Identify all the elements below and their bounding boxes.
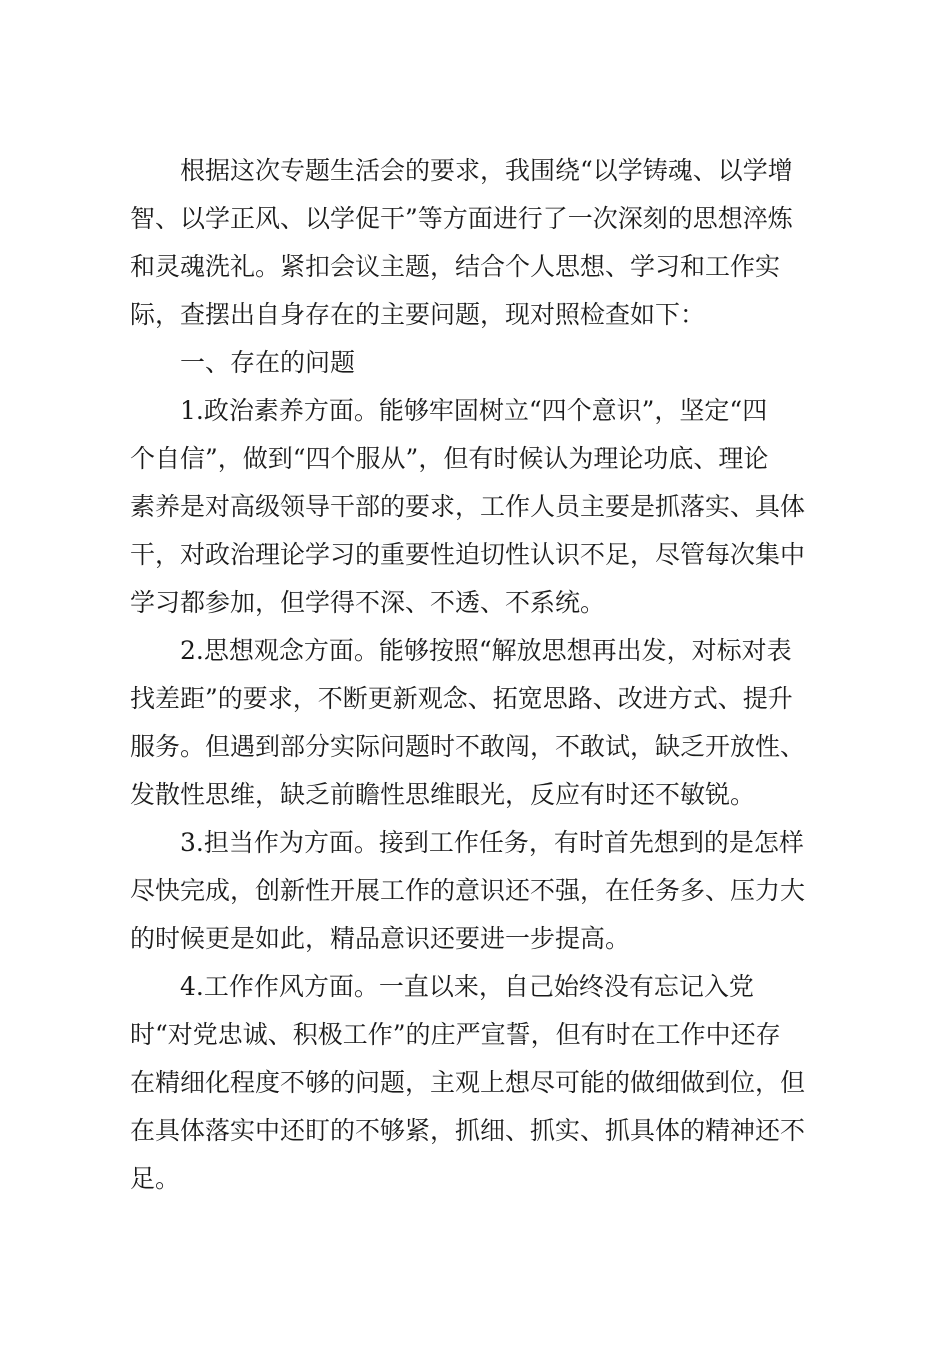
text-line: 尽快完成，创新性开展工作的意识还不强，在任务多、压力大 [130, 876, 806, 905]
text-line: 在具体落实中还盯的不够紧，抓细、抓实、抓具体的精神还不 [130, 1116, 806, 1145]
text-line: 在精细化程度不够的问题，主观上想尽可能的做细做到位，但 [130, 1068, 806, 1097]
text-line: 3.担当作为方面。接到工作任务，有时首先想到的是怎样 [180, 828, 804, 857]
text-line: 个自信”，做到“四个服从”，但有时候认为理论功底、理论 [130, 444, 769, 473]
text-line: 2.思想观念方面。能够按照“解放思想再出发，对标对表 [180, 636, 792, 665]
text-line: 服务。但遇到部分实际问题时不敢闯，不敢试，缺乏开放性、 [130, 732, 806, 761]
text-line: 学习都参加，但学得不深、不透、不系统。 [130, 588, 606, 617]
section-heading: 一、存在的问题 [180, 348, 356, 377]
text-line: 干，对政治理论学习的重要性迫切性认识不足，尽管每次集中 [130, 540, 806, 569]
text-line: 1.政治素养方面。能够牢固树立“四个意识”，坚定“四 [180, 396, 768, 425]
text-line: 足。 [130, 1164, 181, 1193]
text-line: 4.工作作风方面。一直以来，自己始终没有忘记入党 [180, 972, 754, 1001]
text-line: 根据这次专题生活会的要求，我围绕“以学铸魂、以学增 [180, 156, 793, 185]
text-line: 时“对党忠诚、积极工作”的庄严宣誓，但有时在工作中还存 [130, 1020, 781, 1049]
text-line: 发散性思维，缺乏前瞻性思维眼光，反应有时还不敏锐。 [130, 780, 756, 809]
text-line: 素养是对高级领导干部的要求，工作人员主要是抓落实、具体 [130, 492, 806, 521]
text-line: 的时候更是如此，精品意识还要进一步提高。 [130, 924, 631, 953]
text-line: 和灵魂洗礼。紧扣会议主题，结合个人思想、学习和工作实 [130, 252, 781, 281]
text-line: 智、以学正风、以学促干”等方面进行了一次深刻的思想淬炼 [130, 204, 793, 233]
text-line: 找差距”的要求，不断更新观念、拓宽思路、改进方式、提升 [130, 684, 793, 713]
text-line: 际，查摆出自身存在的主要问题，现对照检查如下： [130, 300, 706, 329]
